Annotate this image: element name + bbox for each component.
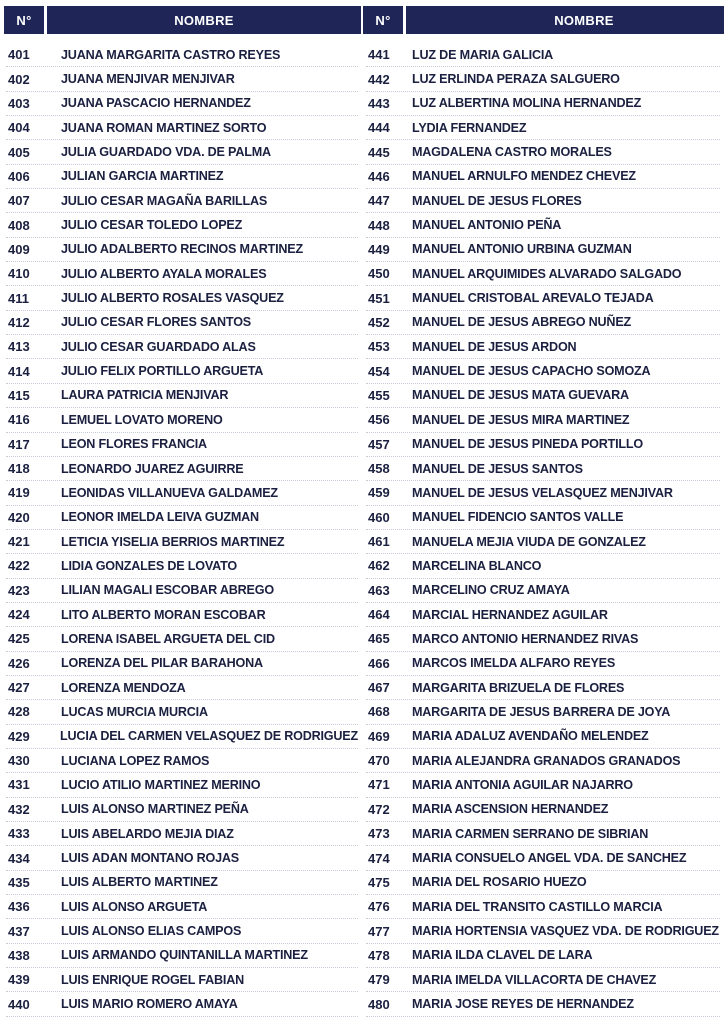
table-row bbox=[366, 238, 720, 262]
row-number: 435 bbox=[8, 874, 30, 890]
table-row bbox=[366, 408, 720, 432]
row-number: 453 bbox=[368, 339, 390, 355]
table-row bbox=[6, 189, 358, 213]
row-name: LUZ ERLINDA PERAZA SALGUERO bbox=[412, 72, 620, 87]
row-name: MARIA HORTENSIA VASQUEZ VDA. DE RODRIGUEZ bbox=[412, 924, 719, 939]
row-number: 437 bbox=[8, 923, 30, 939]
table-row bbox=[366, 506, 720, 530]
row-name: JULIO CESAR MAGAÑA BARILLAS bbox=[61, 193, 268, 208]
row-number: 460 bbox=[368, 509, 390, 525]
table-row bbox=[366, 725, 720, 749]
row-number: 438 bbox=[8, 947, 30, 963]
table-row bbox=[6, 335, 358, 359]
left-table-header bbox=[4, 6, 361, 34]
table-row bbox=[6, 579, 358, 603]
table-row bbox=[6, 238, 358, 262]
row-number: 447 bbox=[368, 193, 390, 209]
row-number: 455 bbox=[368, 387, 390, 403]
table-row bbox=[366, 773, 720, 797]
row-name: MAGDALENA CASTRO MORALES bbox=[412, 145, 612, 160]
row-number: 415 bbox=[8, 387, 30, 403]
row-name: LEONARDO JUAREZ AGUIRRE bbox=[61, 461, 244, 476]
table-row bbox=[6, 359, 358, 383]
row-number: 426 bbox=[8, 655, 30, 671]
row-number: 441 bbox=[368, 47, 390, 63]
table-row bbox=[366, 944, 720, 968]
row-name: LITO ALBERTO MORAN ESCOBAR bbox=[61, 607, 266, 622]
table-row bbox=[6, 919, 358, 943]
table-row bbox=[366, 652, 720, 676]
right-name-header: NOMBRE bbox=[406, 6, 724, 34]
row-name: JULIO ALBERTO AYALA MORALES bbox=[61, 266, 267, 281]
row-number: 420 bbox=[8, 509, 30, 525]
row-number: 451 bbox=[368, 290, 390, 306]
table-row bbox=[6, 481, 358, 505]
row-number: 440 bbox=[8, 996, 30, 1012]
table-row bbox=[6, 384, 358, 408]
row-number: 430 bbox=[8, 753, 30, 769]
row-name: JULIAN GARCIA MARTINEZ bbox=[61, 169, 224, 184]
row-number: 466 bbox=[368, 655, 390, 671]
row-number: 410 bbox=[8, 266, 30, 282]
row-number: 431 bbox=[8, 777, 30, 793]
row-number: 456 bbox=[368, 412, 390, 428]
table-row bbox=[6, 457, 358, 481]
table-row bbox=[366, 311, 720, 335]
row-name: MARIA CONSUELO ANGEL VDA. DE SANCHEZ bbox=[412, 851, 687, 866]
row-number: 467 bbox=[368, 680, 390, 696]
table-row bbox=[366, 116, 720, 140]
row-name: MARCO ANTONIO HERNANDEZ RIVAS bbox=[412, 631, 639, 646]
left-name-header: NOMBRE bbox=[47, 6, 361, 34]
row-name: JULIA GUARDADO VDA. DE PALMA bbox=[61, 145, 271, 160]
row-number: 423 bbox=[8, 582, 30, 598]
row-name: LILIAN MAGALI ESCOBAR ABREGO bbox=[61, 583, 274, 598]
row-number: 409 bbox=[8, 241, 30, 257]
row-name: MARIA CARMEN SERRANO DE SIBRIAN bbox=[412, 826, 649, 841]
row-number: 452 bbox=[368, 314, 390, 330]
row-number: 427 bbox=[8, 680, 30, 696]
row-name: LUIS ALONSO ARGUETA bbox=[61, 899, 208, 914]
table-row bbox=[6, 116, 358, 140]
table-row bbox=[366, 919, 720, 943]
table-row bbox=[6, 92, 358, 116]
row-number: 411 bbox=[8, 290, 29, 306]
row-number: 463 bbox=[368, 582, 390, 598]
row-number: 429 bbox=[8, 728, 30, 744]
row-name: LUCAS MURCIA MURCIA bbox=[61, 704, 208, 719]
row-number: 436 bbox=[8, 899, 30, 915]
row-name: MARIA DEL TRANSITO CASTILLO MARCIA bbox=[412, 899, 663, 914]
row-name: MANUEL ARQUIMIDES ALVARADO SALGADO bbox=[412, 266, 682, 281]
row-number: 412 bbox=[8, 314, 30, 330]
row-number: 468 bbox=[368, 704, 390, 720]
row-number: 408 bbox=[8, 217, 30, 233]
table-row bbox=[366, 603, 720, 627]
table-row bbox=[6, 506, 358, 530]
table-row bbox=[6, 652, 358, 676]
row-number: 428 bbox=[8, 704, 30, 720]
table-row bbox=[366, 140, 720, 164]
row-number: 478 bbox=[368, 947, 390, 963]
table-row bbox=[366, 579, 720, 603]
row-name: LEON FLORES FRANCIA bbox=[61, 437, 207, 452]
table-row bbox=[366, 992, 720, 1016]
row-name: LUIS MARIO ROMERO AMAYA bbox=[61, 997, 238, 1012]
row-number: 414 bbox=[8, 363, 30, 379]
table-row bbox=[366, 554, 720, 578]
row-name: LORENZA MENDOZA bbox=[61, 680, 186, 695]
table-row bbox=[366, 968, 720, 992]
row-number: 475 bbox=[368, 874, 390, 890]
row-name: MARIA ALEJANDRA GRANADOS GRANADOS bbox=[412, 753, 681, 768]
row-name: LEONIDAS VILLANUEVA GALDAMEZ bbox=[61, 485, 278, 500]
row-name: MANUEL FIDENCIO SANTOS VALLE bbox=[412, 510, 624, 525]
table-row bbox=[6, 944, 358, 968]
row-name: MANUEL DE JESUS MATA GUEVARA bbox=[412, 388, 629, 403]
table-row bbox=[366, 43, 720, 67]
row-name: MARIA DEL ROSARIO HUEZO bbox=[412, 875, 587, 890]
row-number: 465 bbox=[368, 631, 390, 647]
right-name-column bbox=[366, 43, 720, 1017]
table-row bbox=[6, 311, 358, 335]
table-row bbox=[6, 213, 358, 237]
table-row bbox=[366, 798, 720, 822]
row-name: JULIO CESAR FLORES SANTOS bbox=[61, 315, 251, 330]
row-number: 401 bbox=[8, 47, 30, 63]
table-row bbox=[6, 165, 358, 189]
row-number: 406 bbox=[8, 168, 30, 184]
table-row bbox=[6, 140, 358, 164]
row-number: 462 bbox=[368, 558, 390, 574]
right-table-header bbox=[363, 6, 724, 34]
table-row bbox=[6, 67, 358, 91]
row-name: MARCOS IMELDA ALFARO REYES bbox=[412, 656, 616, 671]
table-row bbox=[6, 773, 358, 797]
row-number: 433 bbox=[8, 826, 30, 842]
row-number: 449 bbox=[368, 241, 390, 257]
row-number: 404 bbox=[8, 120, 30, 136]
table-row bbox=[6, 871, 358, 895]
row-name: MANUEL ANTONIO URBINA GUZMAN bbox=[412, 242, 632, 257]
row-name: LUIS ARMANDO QUINTANILLA MARTINEZ bbox=[61, 948, 308, 963]
table-row bbox=[6, 846, 358, 870]
row-name: MANUEL DE JESUS PINEDA PORTILLO bbox=[412, 437, 644, 452]
row-name: LORENA ISABEL ARGUETA DEL CID bbox=[61, 631, 275, 646]
row-number: 417 bbox=[8, 436, 30, 452]
row-number: 413 bbox=[8, 339, 30, 355]
row-name: LUIS ALBERTO MARTINEZ bbox=[61, 875, 218, 890]
row-name: LUCIANA LOPEZ RAMOS bbox=[61, 753, 210, 768]
row-name: LUIS ALONSO ELIAS CAMPOS bbox=[61, 924, 242, 939]
table-row bbox=[6, 554, 358, 578]
table-row bbox=[6, 627, 358, 651]
left-number-header: N° bbox=[4, 6, 44, 34]
row-name: MARIA IMELDA VILLACORTA DE CHAVEZ bbox=[412, 972, 657, 987]
row-number: 443 bbox=[368, 95, 390, 111]
table-row bbox=[6, 603, 358, 627]
table-row bbox=[366, 165, 720, 189]
row-number: 407 bbox=[8, 193, 30, 209]
table-row bbox=[366, 384, 720, 408]
row-name: JUANA MARGARITA CASTRO REYES bbox=[61, 47, 281, 62]
row-number: 477 bbox=[368, 923, 390, 939]
row-number: 454 bbox=[368, 363, 390, 379]
table-row bbox=[366, 262, 720, 286]
row-name: MARIA ILDA CLAVEL DE LARA bbox=[412, 948, 593, 963]
row-name: LORENZA DEL PILAR BARAHONA bbox=[61, 656, 263, 671]
row-name: MARCELINA BLANCO bbox=[412, 558, 542, 573]
row-name: JULIO ADALBERTO RECINOS MARTINEZ bbox=[61, 242, 303, 257]
table-row bbox=[6, 286, 358, 310]
row-number: 446 bbox=[368, 168, 390, 184]
table-row bbox=[6, 992, 358, 1016]
table-row bbox=[366, 627, 720, 651]
row-number: 405 bbox=[8, 144, 30, 160]
row-number: 469 bbox=[368, 728, 390, 744]
row-name: MANUEL CRISTOBAL AREVALO TEJADA bbox=[412, 291, 654, 306]
row-name: MARGARITA BRIZUELA DE FLORES bbox=[412, 680, 625, 695]
left-name-column bbox=[6, 43, 358, 1017]
row-number: 432 bbox=[8, 801, 30, 817]
row-name: MARCELINO CRUZ AMAYA bbox=[412, 583, 570, 598]
table-row bbox=[366, 433, 720, 457]
table-row bbox=[6, 408, 358, 432]
right-number-header: N° bbox=[363, 6, 403, 34]
row-name: LETICIA YISELIA BERRIOS MARTINEZ bbox=[61, 534, 285, 549]
table-row bbox=[366, 749, 720, 773]
row-name: LUZ ALBERTINA MOLINA HERNANDEZ bbox=[412, 96, 642, 111]
table-row bbox=[366, 286, 720, 310]
row-number: 424 bbox=[8, 607, 30, 623]
row-name: JUANA MENJIVAR MENJIVAR bbox=[61, 72, 235, 87]
table-row bbox=[6, 895, 358, 919]
table-row bbox=[366, 457, 720, 481]
row-number: 422 bbox=[8, 558, 30, 574]
row-name: LUIS ALONSO MARTINEZ PEÑA bbox=[61, 802, 249, 817]
row-name: LUCIA DEL CARMEN VELASQUEZ DE RODRIGUEZ bbox=[60, 729, 358, 744]
row-number: 442 bbox=[368, 71, 390, 87]
table-row bbox=[6, 43, 358, 67]
table-row bbox=[6, 530, 358, 554]
row-name: JULIO FELIX PORTILLO ARGUETA bbox=[61, 364, 264, 379]
row-number: 459 bbox=[368, 485, 390, 501]
table-row bbox=[6, 433, 358, 457]
table-row bbox=[6, 700, 358, 724]
row-number: 418 bbox=[8, 461, 30, 477]
table-row bbox=[366, 846, 720, 870]
row-number: 448 bbox=[368, 217, 390, 233]
row-name: LIDIA GONZALES DE LOVATO bbox=[61, 558, 237, 573]
row-name: LEMUEL LOVATO MORENO bbox=[61, 412, 223, 427]
row-number: 419 bbox=[8, 485, 30, 501]
row-name: LEONOR IMELDA LEIVA GUZMAN bbox=[61, 510, 259, 525]
row-number: 464 bbox=[368, 607, 390, 623]
row-number: 458 bbox=[368, 461, 390, 477]
row-name: MANUEL DE JESUS ARDON bbox=[412, 339, 577, 354]
table-row bbox=[366, 359, 720, 383]
table-row bbox=[6, 822, 358, 846]
row-name: MANUEL ANTONIO PEÑA bbox=[412, 218, 562, 233]
row-name: MANUELA MEJIA VIUDA DE GONZALEZ bbox=[412, 534, 646, 549]
row-name: MANUEL DE JESUS MIRA MARTINEZ bbox=[412, 412, 630, 427]
table-row bbox=[366, 481, 720, 505]
row-name: MARIA ASCENSION HERNANDEZ bbox=[412, 802, 609, 817]
row-number: 473 bbox=[368, 826, 390, 842]
table-row bbox=[366, 335, 720, 359]
row-name: JUANA PASCACIO HERNANDEZ bbox=[61, 96, 251, 111]
row-number: 472 bbox=[368, 801, 390, 817]
table-row bbox=[366, 822, 720, 846]
row-number: 403 bbox=[8, 95, 30, 111]
row-number: 445 bbox=[368, 144, 390, 160]
row-number: 439 bbox=[8, 972, 30, 988]
row-name: JUANA ROMAN MARTINEZ SORTO bbox=[61, 120, 267, 135]
table-row bbox=[366, 92, 720, 116]
row-name: MANUEL ARNULFO MENDEZ CHEVEZ bbox=[412, 169, 636, 184]
row-number: 461 bbox=[368, 534, 390, 550]
table-row bbox=[6, 798, 358, 822]
row-name: MARCIAL HERNANDEZ AGUILAR bbox=[412, 607, 608, 622]
row-name: JULIO CESAR GUARDADO ALAS bbox=[61, 339, 256, 354]
table-row bbox=[6, 262, 358, 286]
row-name: MARIA JOSE REYES DE HERNANDEZ bbox=[412, 997, 634, 1012]
row-number: 416 bbox=[8, 412, 30, 428]
row-name: MARGARITA DE JESUS BARRERA DE JOYA bbox=[412, 704, 671, 719]
row-name: LUIS ENRIQUE ROGEL FABIAN bbox=[61, 972, 244, 987]
table-row bbox=[6, 725, 358, 749]
table-row bbox=[366, 700, 720, 724]
table-row bbox=[366, 213, 720, 237]
table-row bbox=[6, 749, 358, 773]
row-number: 425 bbox=[8, 631, 30, 647]
row-name: JULIO CESAR TOLEDO LOPEZ bbox=[61, 218, 243, 233]
row-name: MANUEL DE JESUS CAPACHO SOMOZA bbox=[412, 364, 651, 379]
row-number: 479 bbox=[368, 972, 390, 988]
row-name: MANUEL DE JESUS VELASQUEZ MENJIVAR bbox=[412, 485, 673, 500]
row-number: 421 bbox=[8, 534, 30, 550]
row-name: LYDIA FERNANDEZ bbox=[412, 120, 527, 135]
row-name: MANUEL DE JESUS SANTOS bbox=[412, 461, 583, 476]
row-number: 450 bbox=[368, 266, 390, 282]
table-row bbox=[6, 676, 358, 700]
row-number: 474 bbox=[368, 850, 390, 866]
table-row bbox=[366, 676, 720, 700]
row-number: 434 bbox=[8, 850, 30, 866]
table-row bbox=[366, 67, 720, 91]
row-number: 457 bbox=[368, 436, 390, 452]
row-number: 444 bbox=[368, 120, 390, 136]
row-name: LUCIO ATILIO MARTINEZ MERINO bbox=[61, 777, 261, 792]
row-number: 402 bbox=[8, 71, 30, 87]
row-number: 470 bbox=[368, 753, 390, 769]
row-number: 471 bbox=[368, 777, 390, 793]
row-number: 476 bbox=[368, 899, 390, 915]
row-name: MARIA ADALUZ AVENDAÑO MELENDEZ bbox=[412, 729, 649, 744]
table-row bbox=[6, 968, 358, 992]
row-number: 480 bbox=[368, 996, 390, 1012]
row-name: MANUEL DE JESUS ABREGO NUÑEZ bbox=[412, 315, 632, 330]
table-row bbox=[366, 530, 720, 554]
row-name: LUZ DE MARIA GALICIA bbox=[412, 47, 554, 62]
row-name: LUIS ABELARDO MEJIA DIAZ bbox=[61, 826, 234, 841]
row-name: MANUEL DE JESUS FLORES bbox=[412, 193, 582, 208]
table-row bbox=[366, 189, 720, 213]
table-row bbox=[366, 895, 720, 919]
row-name: JULIO ALBERTO ROSALES VASQUEZ bbox=[61, 291, 284, 306]
row-name: LAURA PATRICIA MENJIVAR bbox=[61, 388, 229, 403]
row-name: LUIS ADAN MONTANO ROJAS bbox=[61, 851, 240, 866]
row-name: MARIA ANTONIA AGUILAR NAJARRO bbox=[412, 777, 633, 792]
table-row bbox=[366, 871, 720, 895]
